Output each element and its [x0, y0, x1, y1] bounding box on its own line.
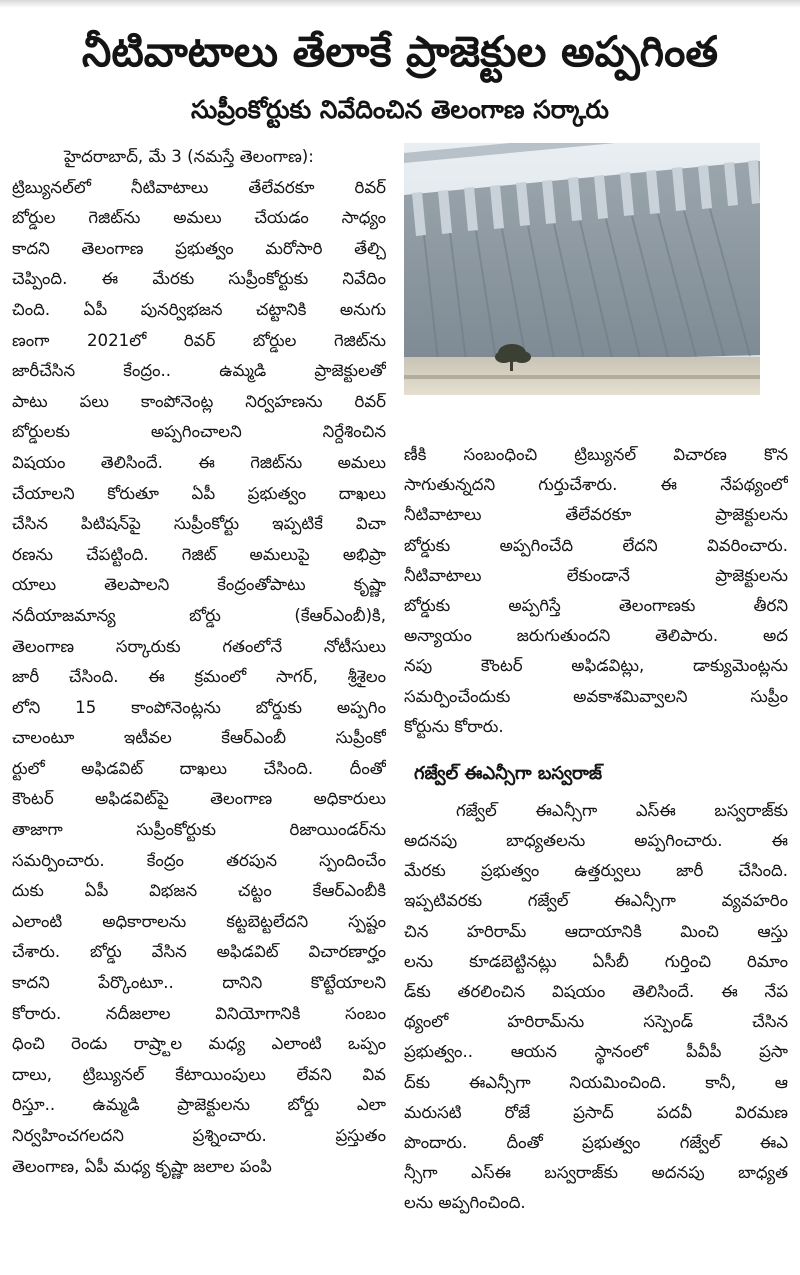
text-line: చింది. ఏపీ పునర్విభజన చట్టానికి అనుగు [12, 299, 386, 319]
text-line: చాలంటూ ఇటీవల కేఆర్‌ఎంబీ సుప్రీంకో [12, 728, 386, 748]
text-line: కాదని పేర్కొంటూ.. దానిని కొట్టేయాలని [12, 973, 386, 993]
text-line: జారీ చేసింది. ఈ క్రమంలో సాగర్, శ్రీశైలం [12, 667, 386, 687]
text-line: అన్యాయం జరుగుతుందని తెలిపారు. అద [404, 626, 788, 646]
text-line: థ్యంలో హరిరామ్‌ను సస్పెండ్ చేసిన [404, 1012, 788, 1032]
text-line: జారీచేసిన కేంద్రం.. ఉమ్మడి ప్రాజెక్టులతో [12, 361, 386, 381]
text-line: అదనపు బాధ్యతలను అప్పగించారు. ఈ [404, 831, 788, 851]
text-line: న్సీగా ఎస్‌ఈ బస్వరాజ్‌కు అదనపు బాధ్యత [404, 1163, 788, 1183]
text-line: బోర్డుల గెజిట్‌ను అమలు చేయడం సాధ్యం [12, 208, 386, 228]
text-line: నీటివాటాలు లేకుండానే ప్రాజెక్టులను [404, 565, 788, 585]
text-line: చేయాలని కోరుతూ ఏపీ ప్రభుత్వం దాఖలు [12, 483, 386, 503]
text-line: ధించి రెండు రాష్ర్టాల మధ్య ఎలాంటి ఒప్పం [12, 1034, 386, 1054]
text-line: ఇప్పటివరకు గజ్వేల్ ఈఎన్సీగా వ్యవహరిం [404, 891, 788, 911]
text-line: పొందారు. దీంతో ప్రభుత్వం గజ్వేల్ ఈఎ [404, 1132, 788, 1152]
text-line: దుకు ఏపీ విభజన చట్టం కేఆర్‌ఎంబీకి [12, 881, 386, 901]
sub-heading: గజ్వేల్ ఈఎన్సీగా బస్వరాజ్ [414, 762, 603, 784]
text-line: మేరకు ప్రభుత్వం ఉత్తర్వులు జారీ చేసింది. [404, 861, 788, 881]
text-line: చేశారు. బోర్డు వేసిన అఫిడవిట్ విచారణార్హం [12, 942, 386, 962]
text-line: సమర్పించారు. కేంద్రం తరపున స్పందించేం [12, 850, 386, 870]
text-line: సాగుతున్నదని గుర్తుచేశారు. ఈ నేపథ్యంలో [404, 475, 788, 495]
text-line: తెలంగాణ సర్కారుకు గతంలోనే నోటీసులు [12, 636, 386, 656]
text-line: తాజాగా సుప్రీంకోర్టుకు రిజాయిండర్‌ను [12, 820, 386, 840]
text-line: బోర్డుకు అప్పగించేది లేదని వివరించారు. [404, 535, 788, 555]
text-line: రణను చేపట్టింది. గెజిట్ అమలుపై అభిప్రా [12, 544, 386, 564]
text-line: లోని 15 కాంపోనెంట్లను బోర్డుకు అప్పగిం [12, 697, 386, 717]
text-line: గజ్వేల్ ఈఎన్సీగా ఎస్‌ఈ బస్వరాజ్‌కు [456, 800, 788, 820]
text-line: దాలు, ట్రిబ్యునల్ కేటాయింపులు లేవని వివ [12, 1064, 386, 1084]
top-border [0, 0, 800, 8]
text-line: డ్‌కు తరలించిన విషయం తెలిసిందే. ఈ నేప [404, 982, 788, 1001]
text-line: నదీయాజమాన్య బోర్డు (కేఆర్‌ఎంబీ)కి, [12, 605, 386, 625]
text-line: బోర్డులకు అప్పగించాలని నిర్దేశించిన [12, 422, 386, 442]
text-line: ఎలాంటి అధికారాలను కట్టబెట్టలేదని స్పష్టం [12, 911, 386, 931]
text-line: చెప్పింది. ఈ మేరకు సుప్రీంకోర్టుకు నివేదిం [12, 269, 386, 289]
text-line: ణీకి సంబంధించి ట్రిబ్యునల్ విచారణ కొన [404, 445, 788, 464]
text-line: చేసిన పిటిషన్‌పై సుప్రీంకోర్టు ఇప్పటికే విచా [12, 514, 386, 534]
text-line: కాదని తెలంగాణ ప్రభుత్వం మరోసారి తేల్చి [12, 238, 386, 258]
text-line: హైదరాబాద్, మే 3 (నమస్తే తెలంగాణ): [64, 147, 314, 166]
text-line: నిర్వహించగలదని ప్రశ్నించారు. ప్రస్తుతం [12, 1126, 386, 1145]
text-line: తెలంగాణ, ఏపీ మధ్య కృష్ణా జలాల పంపి [12, 1156, 272, 1176]
text-line: లను అప్పగించింది. [404, 1193, 526, 1213]
dam-photo [404, 143, 760, 395]
text-line: మరుసటి రోజే ప్రసాద్ పదవీ విరమణ [404, 1102, 788, 1122]
text-line: చిన హరిరామ్ ఆదాయానికి మించి ఆస్తు [404, 921, 788, 941]
text-line: కోర్టును కోరారు. [404, 716, 504, 736]
text-line: కోరారు. నదీజలాల వినియోగానికి సంబం [12, 1003, 386, 1023]
headline: నీటివాటాలు తేలాకే ప్రాజెక్టుల అప్పగింత [81, 27, 719, 76]
subheadline: సుప్రీంకోర్టుకు నివేదించిన తెలంగాణ సర్కారు [191, 95, 609, 124]
text-line: ర్టులో అఫిడవిట్ దాఖలు చేసింది. దీంతో [12, 758, 386, 778]
text-line: బోర్డుకు అప్పగిస్తే తెలంగాణకు తీరని [404, 595, 788, 615]
text-line: యాలు తెలపాలని కేంద్రంతోపాటు కృష్ణా [12, 575, 386, 595]
text-line: ప్రభుత్వం.. ఆయన స్థానంలో పీవీపీ ప్రసా [404, 1042, 788, 1062]
text-line: ట్రిబ్యునల్‌లో నీటివాటాలు తేలేవరకూ రివర్ [12, 177, 386, 197]
text-line: రిస్తూ.. ఉమ్మడి ప్రాజెక్టులను బోర్డు ఎలా [12, 1095, 386, 1115]
right-column [404, 440, 788, 1219]
text-line: సమర్పించేందుకు అవకాశమివ్వాలని సుప్రీం [404, 686, 788, 706]
text-line: విషయం తెలిసిందే. ఈ గెజిట్‌ను అమలు [12, 452, 386, 472]
text-line: పాటు పలు కాంపోనెంట్ల నిర్వహణను రివర్ [12, 391, 386, 411]
text-line: లను కూడబెట్టినట్లు ఏసీబీ గుర్తించి రిమాం [404, 951, 788, 971]
text-line: కౌంటర్ అఫిడవిట్‌పై తెలంగాణ అధికారులు [12, 789, 386, 809]
text-line: ద్‌కు ఈఎన్సీగా నియమించింది. కానీ, ఆ [404, 1072, 788, 1092]
text-line: నీటివాటాలు తేలేవరకూ ప్రాజెక్టులను [404, 505, 788, 525]
text-line: నపు కౌంటర్ అఫిడవిట్లు, డాక్యుమెంట్లను [404, 656, 788, 676]
text-line: ణంగా 2021లో రివర్ బోర్డుల గెజిట్‌ను [12, 330, 386, 350]
left-column [12, 142, 386, 1182]
